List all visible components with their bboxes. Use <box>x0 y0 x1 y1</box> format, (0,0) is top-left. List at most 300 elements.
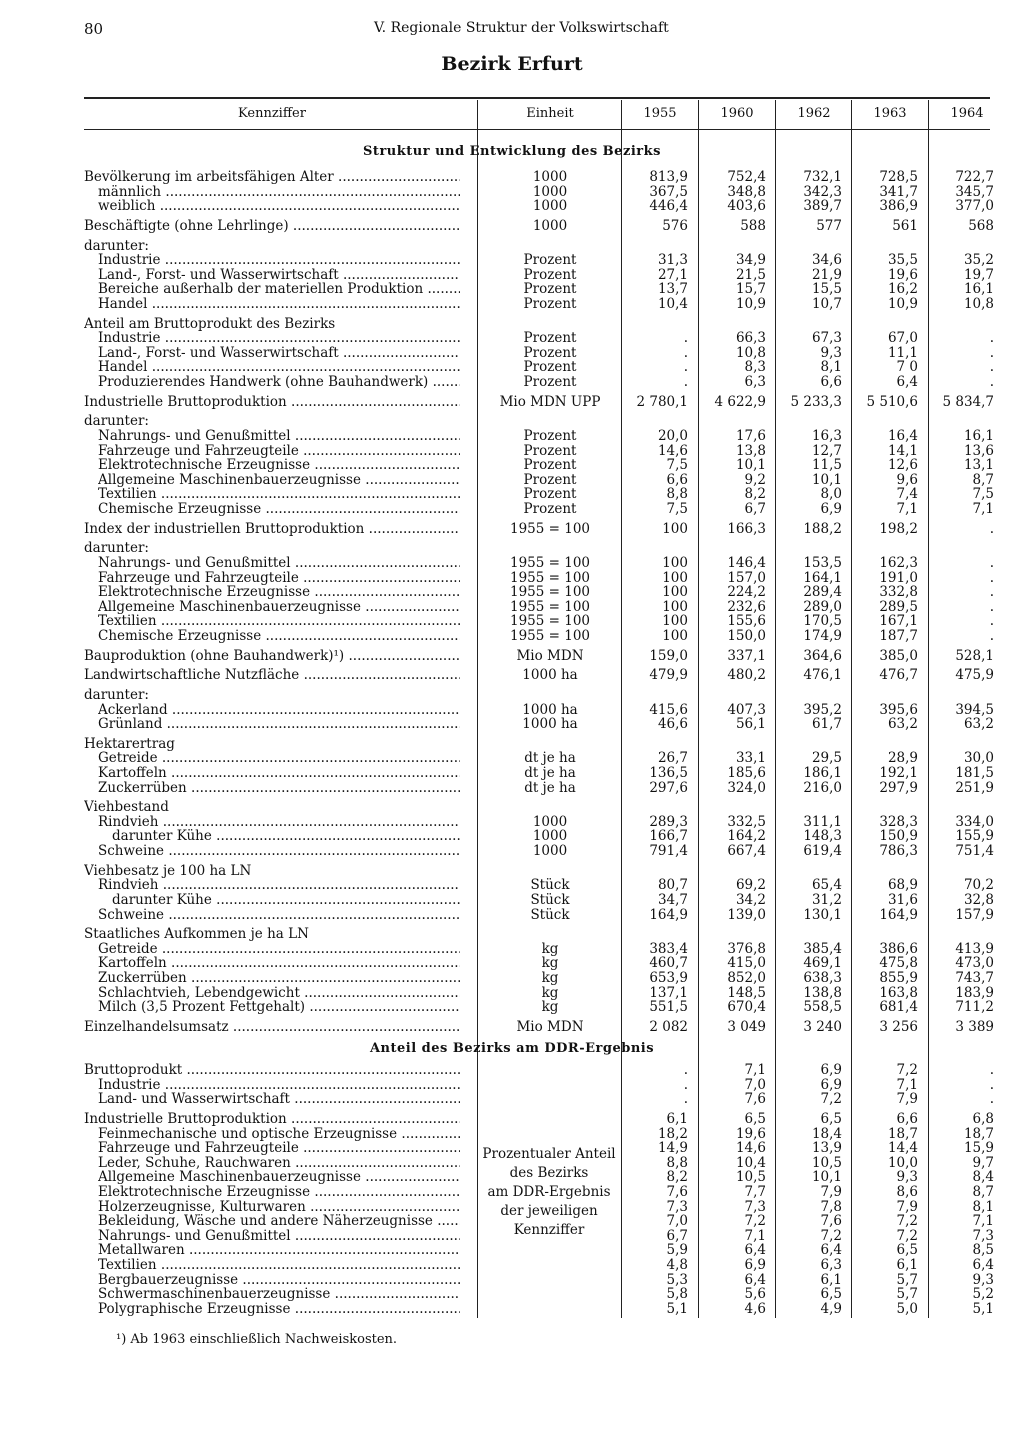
cell-value: 13,1 <box>963 457 994 474</box>
cell-value: 10,9 <box>887 296 918 312</box>
cell-value: 33,1 <box>735 750 766 767</box>
cell-value: 4 622,9 <box>714 393 766 410</box>
row-label: Landwirtschaftliche Nutzfläche ..... <box>84 668 460 683</box>
row-label: Zuckerrüben ..... <box>98 971 460 986</box>
row-unit: dt je ha <box>524 764 576 781</box>
cell-value: 551,5 <box>649 999 688 1016</box>
row-label: Schweine ..... <box>98 844 460 859</box>
table-row <box>0 1127 1024 1142</box>
table-row <box>0 649 1024 664</box>
cell-value: 10,5 <box>735 1169 766 1186</box>
table-row <box>0 908 1024 923</box>
cell-value: 9,3 <box>820 344 842 361</box>
cell-value: 148,5 <box>727 984 766 1001</box>
cell-value: 16,3 <box>811 427 842 444</box>
cell-value: 475,9 <box>955 667 994 684</box>
cell-value: . <box>683 330 688 347</box>
cell-value: 394,5 <box>955 701 994 718</box>
row-label: Index der industriellen Bruttoproduktion ..... <box>84 522 460 537</box>
cell-value: 332,8 <box>879 584 918 601</box>
cell-value: 386,6 <box>879 940 918 957</box>
row-label: Schweine ..... <box>98 908 460 923</box>
table-row <box>0 781 1024 796</box>
cell-value: 10,1 <box>811 1169 842 1186</box>
cell-value: 14,9 <box>657 1140 688 1157</box>
row-unit: 1955 = 100 <box>509 569 591 586</box>
row-unit: 1955 = 100 <box>509 613 591 630</box>
cell-value: 5,8 <box>666 1286 688 1303</box>
cell-value: 17,6 <box>735 427 766 444</box>
row-label: Beschäftigte (ohne Lehrlinge) ..... <box>84 219 460 234</box>
cell-value: 415,0 <box>727 955 766 972</box>
cell-value: 18,7 <box>887 1125 918 1142</box>
row-unit: Prozent <box>523 359 577 376</box>
row-unit: 1955 = 100 <box>509 598 591 615</box>
row-unit: Stück <box>530 877 570 894</box>
cell-value: 69,2 <box>735 877 766 894</box>
cell-value: 146,4 <box>727 554 766 571</box>
cell-value: 337,1 <box>727 647 766 664</box>
table-row <box>0 942 1024 957</box>
cell-value: 5,3 <box>666 1271 688 1288</box>
cell-value: 16,2 <box>887 281 918 298</box>
cell-value: 469,1 <box>803 955 842 972</box>
cell-value: 30,0 <box>963 750 994 767</box>
cell-value: 13,9 <box>811 1140 842 1157</box>
row-label: Grünland ..... <box>98 717 460 732</box>
unit-note-line: Kennziffer <box>513 1222 585 1238</box>
cell-value: 21,9 <box>811 266 842 283</box>
cell-value: 8,1 <box>820 359 842 376</box>
row-label: Chemische Erzeugnisse ..... <box>98 629 460 644</box>
cell-value: 7,9 <box>896 1198 918 1215</box>
top-rule <box>84 97 990 99</box>
row-unit: 1000 <box>532 843 568 859</box>
row-label: Ackerland ..... <box>98 703 460 718</box>
cell-value: 251,9 <box>955 779 994 796</box>
column-header-year: 1964 <box>950 106 984 121</box>
row-label: Rindvieh ..... <box>98 878 460 893</box>
table-row <box>0 429 1024 444</box>
cell-value: 34,9 <box>735 252 766 269</box>
cell-value: 786,3 <box>879 843 918 859</box>
row-unit: kg <box>541 940 559 957</box>
cell-value: . <box>683 344 688 361</box>
cell-value: 403,6 <box>727 198 766 215</box>
row-label: Allgemeine Maschinenbauerzeugnisse ..... <box>98 1170 460 1185</box>
cell-value: 8,6 <box>896 1184 918 1200</box>
row-label: Getreide ..... <box>98 942 460 957</box>
cell-value: 18,2 <box>657 1125 688 1142</box>
column-header-year: 1962 <box>797 106 831 121</box>
cell-value: 153,5 <box>803 554 842 571</box>
row-label: Feinmechanische und optische Erzeugnisse ..... <box>98 1127 460 1142</box>
cell-value: 6,9 <box>744 1257 766 1274</box>
row-unit: dt je ha <box>524 750 576 767</box>
cell-value: 18,7 <box>963 1125 994 1142</box>
cell-value: 181,5 <box>955 764 994 781</box>
cell-value: 31,2 <box>811 891 842 908</box>
cell-value: 383,4 <box>649 940 688 957</box>
table-row <box>0 668 1024 683</box>
cell-value: 159,0 <box>649 647 688 664</box>
cell-value: 638,3 <box>803 970 842 986</box>
cell-value: 16,4 <box>887 427 918 444</box>
row-unit: Prozent <box>523 266 577 283</box>
cell-value: 289,3 <box>649 813 688 830</box>
cell-value: 187,7 <box>879 628 918 644</box>
cell-value: 7,0 <box>744 1076 766 1093</box>
row-label: darunter: <box>84 414 149 430</box>
cell-value: 27,1 <box>657 266 688 283</box>
cell-value: 100 <box>662 554 688 571</box>
row-unit: 1000 <box>532 217 568 234</box>
cell-value: 166,7 <box>649 828 688 845</box>
table-row <box>0 703 1024 718</box>
row-label: Bruttoprodukt ..... <box>84 1063 460 1078</box>
cell-value: 5 834,7 <box>942 393 994 410</box>
cell-value: 7,1 <box>896 501 918 517</box>
cell-value: 35,5 <box>887 252 918 269</box>
cell-value: 163,8 <box>879 984 918 1001</box>
cell-value: 289,5 <box>879 598 918 615</box>
cell-value: 68,9 <box>887 877 918 894</box>
row-label: Land- und Wasserwirtschaft ..... <box>98 1092 460 1107</box>
cell-value: 35,2 <box>963 252 994 269</box>
cell-value: 743,7 <box>955 970 994 986</box>
cell-value: 67,3 <box>811 330 842 347</box>
cell-value: 7,9 <box>820 1184 842 1200</box>
row-unit: Prozent <box>523 344 577 361</box>
cell-value: 475,8 <box>879 955 918 972</box>
cell-value: . <box>989 554 994 571</box>
row-label: Textilien ..... <box>98 1258 460 1273</box>
cell-value: 137,1 <box>649 984 688 1001</box>
cell-value: 162,3 <box>879 554 918 571</box>
row-unit: Prozent <box>523 501 577 517</box>
cell-value: 3 240 <box>803 1018 842 1035</box>
row-unit: Mio MDN UPP <box>499 393 601 410</box>
table-row <box>0 1092 1024 1107</box>
cell-value: 8,2 <box>666 1169 688 1186</box>
row-label: Holzerzeugnisse, Kulturwaren ..... <box>98 1200 460 1215</box>
row-label: Handel ..... <box>98 297 460 312</box>
table-row <box>0 1273 1024 1288</box>
cell-value: 6,9 <box>820 501 842 517</box>
row-label: darunter: <box>84 238 149 254</box>
row-unit: 1000 ha <box>522 667 578 684</box>
table-row <box>0 1287 1024 1302</box>
cell-value: 653,9 <box>649 970 688 986</box>
cell-value: 65,4 <box>811 877 842 894</box>
column-header-year: 1955 <box>643 106 677 121</box>
row-unit: 1000 <box>532 198 568 215</box>
row-label: Milch (3,5 Prozent Fettgehalt) ..... <box>98 1000 460 1015</box>
cell-value: . <box>989 520 994 537</box>
row-label: Kartoffeln ..... <box>98 956 460 971</box>
cell-value: 148,3 <box>803 828 842 845</box>
cell-value: 164,2 <box>727 828 766 845</box>
cell-value: 19,6 <box>887 266 918 283</box>
cell-value: 752,4 <box>727 169 766 185</box>
row-label: Industrielle Bruttoproduktion ..... <box>84 1112 460 1127</box>
cell-value: 528,1 <box>955 647 994 664</box>
table-row <box>0 444 1024 459</box>
table-row <box>0 199 1024 214</box>
cell-value: 8,7 <box>972 471 994 488</box>
cell-value: 8,4 <box>972 1169 994 1186</box>
table-row <box>0 1078 1024 1093</box>
row-unit: Prozent <box>523 252 577 269</box>
column-header-row <box>0 100 1024 128</box>
cell-value: . <box>683 359 688 376</box>
table-row <box>0 1112 1024 1127</box>
table-row <box>0 893 1024 908</box>
table-row <box>0 185 1024 200</box>
table-row <box>0 502 1024 517</box>
cell-value: 80,7 <box>657 877 688 894</box>
cell-value: 328,3 <box>879 813 918 830</box>
table-row <box>0 170 1024 185</box>
table-row <box>0 331 1024 346</box>
row-unit: 1955 = 100 <box>509 584 591 601</box>
cell-value: 198,2 <box>879 520 918 537</box>
cell-value: 577 <box>816 217 842 234</box>
cell-value: 7,3 <box>972 1227 994 1244</box>
cell-value: 6,9 <box>820 1076 842 1093</box>
row-unit: Mio MDN <box>516 1018 584 1035</box>
table-row <box>0 268 1024 283</box>
row-label: Staatliches Aufkommen je ha LN <box>84 927 309 943</box>
cell-value: 345,7 <box>955 183 994 200</box>
cell-value: . <box>989 359 994 376</box>
row-label: Industrie ..... <box>98 331 460 346</box>
cell-value: 29,5 <box>811 750 842 767</box>
cell-value: 7,5 <box>972 486 994 503</box>
row-unit: kg <box>541 970 559 986</box>
cell-value: 10,4 <box>657 296 688 312</box>
cell-value: 3 256 <box>879 1018 918 1035</box>
row-unit: 1000 ha <box>522 701 578 718</box>
row-label: Viehbesatz je 100 ha LN <box>84 863 252 879</box>
cell-value: 164,9 <box>879 906 918 923</box>
cell-value: 6,4 <box>744 1271 766 1288</box>
section-title: V. Regionale Struktur der Volkswirtschaft <box>374 20 669 36</box>
cell-value: 5,6 <box>744 1286 766 1303</box>
cell-value: 588 <box>740 217 766 234</box>
cell-value: . <box>989 628 994 644</box>
cell-value: 157,9 <box>955 906 994 923</box>
cell-value: 3 049 <box>727 1018 766 1035</box>
cell-value: 100 <box>662 584 688 601</box>
table-row <box>0 844 1024 859</box>
cell-value: 8,7 <box>972 1184 994 1200</box>
cell-value: 12,7 <box>811 442 842 459</box>
cell-value: 576 <box>662 217 688 234</box>
table-row <box>0 717 1024 732</box>
row-label: Bekleidung, Wäsche und andere Näherzeugnisse ..... <box>98 1214 460 1229</box>
cell-value: 224,2 <box>727 584 766 601</box>
cell-value: 289,0 <box>803 598 842 615</box>
row-unit: kg <box>541 999 559 1016</box>
table-row <box>0 487 1024 502</box>
cell-value: 377,0 <box>955 198 994 215</box>
row-label: Fahrzeuge und Fahrzeugteile ..... <box>98 571 460 586</box>
table-row <box>0 737 1024 752</box>
cell-value: 4,8 <box>666 1257 688 1274</box>
cell-value: 31,6 <box>887 891 918 908</box>
cell-value: 11,5 <box>811 457 842 474</box>
row-unit: 1955 = 100 <box>509 628 591 644</box>
cell-value: 8,5 <box>972 1242 994 1259</box>
row-label: Nahrungs- und Genußmittel ..... <box>98 429 460 444</box>
cell-value: 395,6 <box>879 701 918 718</box>
cell-value: 619,4 <box>803 843 842 859</box>
row-unit: Prozent <box>523 427 577 444</box>
row-label: Handel ..... <box>98 360 460 375</box>
cell-value: 6,7 <box>744 501 766 517</box>
cell-value: 10,7 <box>811 296 842 312</box>
table-row <box>0 585 1024 600</box>
table-row <box>0 282 1024 297</box>
table-row <box>0 629 1024 644</box>
cell-value: 6,1 <box>820 1271 842 1288</box>
cell-value: 7,1 <box>972 501 994 517</box>
cell-value: 31,3 <box>657 252 688 269</box>
cell-value: 6,9 <box>820 1062 842 1078</box>
table-row <box>0 800 1024 815</box>
section-heading: Anteil des Bezirks am DDR-Ergebnis <box>369 1041 655 1056</box>
row-label: Textilien ..... <box>98 614 460 629</box>
row-label: weiblich ..... <box>98 199 460 214</box>
cell-value: 7,1 <box>896 1076 918 1093</box>
row-unit: 1000 <box>532 828 568 845</box>
cell-value: 8,2 <box>744 486 766 503</box>
cell-value: 10,8 <box>963 296 994 312</box>
row-unit: Prozent <box>523 330 577 347</box>
cell-value: 150,0 <box>727 628 766 644</box>
row-label: Industrie ..... <box>98 1078 460 1093</box>
row-label: Elektrotechnische Erzeugnisse ..... <box>98 1185 460 1200</box>
cell-value: 9,3 <box>972 1271 994 1288</box>
cell-value: 32,8 <box>963 891 994 908</box>
unit-note-line: am DDR-Ergebnis <box>487 1184 611 1200</box>
table-row <box>0 458 1024 473</box>
cell-value: 66,3 <box>735 330 766 347</box>
cell-value: 7,1 <box>972 1213 994 1230</box>
cell-value: 7,3 <box>744 1198 766 1215</box>
cell-value: 732,1 <box>803 169 842 185</box>
cell-value: 791,4 <box>649 843 688 859</box>
row-label: Bereiche außerhalb der materiellen Produktion ..... <box>98 282 460 297</box>
table-row <box>0 815 1024 830</box>
table-row <box>0 414 1024 429</box>
row-unit: Prozent <box>523 486 577 503</box>
table-row <box>0 360 1024 375</box>
cell-value: 34,6 <box>811 252 842 269</box>
cell-value: 385,4 <box>803 940 842 957</box>
cell-value: 5,0 <box>896 1300 918 1317</box>
row-label: Bauproduktion (ohne Bauhandwerk)¹) ..... <box>84 649 460 664</box>
cell-value: 14,6 <box>735 1140 766 1157</box>
cell-value: 7,3 <box>666 1198 688 1215</box>
table-row <box>0 766 1024 781</box>
row-label: Allgemeine Maschinenbauerzeugnisse ..... <box>98 473 460 488</box>
cell-value: 722,7 <box>955 169 994 185</box>
cell-value: 191,0 <box>879 569 918 586</box>
cell-value: 100 <box>662 613 688 630</box>
cell-value: 5,7 <box>896 1271 918 1288</box>
cell-value: 15,9 <box>963 1140 994 1157</box>
cell-value: 14,4 <box>887 1140 918 1157</box>
cell-value: 192,1 <box>879 764 918 781</box>
cell-value: 7,2 <box>896 1213 918 1230</box>
unit-note-line: des Bezirks <box>509 1165 589 1181</box>
cell-value: 63,2 <box>887 716 918 733</box>
cell-value: 216,0 <box>803 779 842 796</box>
cell-value: 6,5 <box>896 1242 918 1259</box>
cell-value: 166,3 <box>727 520 766 537</box>
table-row <box>0 1243 1024 1258</box>
row-unit: Prozent <box>523 442 577 459</box>
cell-value: 5,9 <box>666 1242 688 1259</box>
cell-value: . <box>683 374 688 391</box>
row-label: Schwermaschinenbauerzeugnisse ..... <box>98 1287 460 1302</box>
cell-value: . <box>989 344 994 361</box>
cell-value: 100 <box>662 628 688 644</box>
row-label: Nahrungs- und Genußmittel ..... <box>98 1229 460 1244</box>
row-label: Nahrungs- und Genußmittel ..... <box>98 556 460 571</box>
cell-value: 297,9 <box>879 779 918 796</box>
row-unit: 1000 <box>532 183 568 200</box>
cell-value: . <box>989 1091 994 1108</box>
cell-value: . <box>989 1062 994 1078</box>
cell-value: 413,9 <box>955 940 994 957</box>
row-label: Fahrzeuge und Fahrzeugteile ..... <box>98 1141 460 1156</box>
table-row <box>0 1063 1024 1078</box>
cell-value: 56,1 <box>735 716 766 733</box>
cell-value: 232,6 <box>727 598 766 615</box>
cell-value: 5 233,3 <box>790 393 842 410</box>
table-row <box>0 253 1024 268</box>
cell-value: 9,2 <box>744 471 766 488</box>
row-label: männlich ..... <box>98 185 460 200</box>
row-label: Bergbauerzeugnisse ..... <box>98 1273 460 1288</box>
row-label: Elektrotechnische Erzeugnisse ..... <box>98 585 460 600</box>
cell-value: 389,7 <box>803 198 842 215</box>
row-label: Kartoffeln ..... <box>98 766 460 781</box>
page-title: Bezirk Erfurt <box>441 53 583 75</box>
cell-value: . <box>683 1062 688 1078</box>
cell-value: 8,3 <box>744 359 766 376</box>
cell-value: 6,4 <box>820 1242 842 1259</box>
table-row <box>0 346 1024 361</box>
cell-value: 476,7 <box>879 667 918 684</box>
row-label: Land-, Forst- und Wasserwirtschaft ..... <box>98 268 460 283</box>
page-number: 80 <box>84 20 104 38</box>
cell-value: 10,4 <box>735 1154 766 1171</box>
cell-value: 183,9 <box>955 984 994 1001</box>
row-unit: 1000 <box>532 813 568 830</box>
table-row <box>0 1000 1024 1015</box>
unit-note-line: Prozentualer Anteil <box>482 1146 616 1162</box>
cell-value: 7,2 <box>820 1091 842 1108</box>
row-label: Industrielle Bruttoproduktion ..... <box>84 395 460 410</box>
row-label: Anteil am Bruttoprodukt des Bezirks <box>84 316 336 332</box>
cell-value: . <box>989 613 994 630</box>
cell-value: 11,1 <box>887 344 918 361</box>
cell-value: 367,5 <box>649 183 688 200</box>
